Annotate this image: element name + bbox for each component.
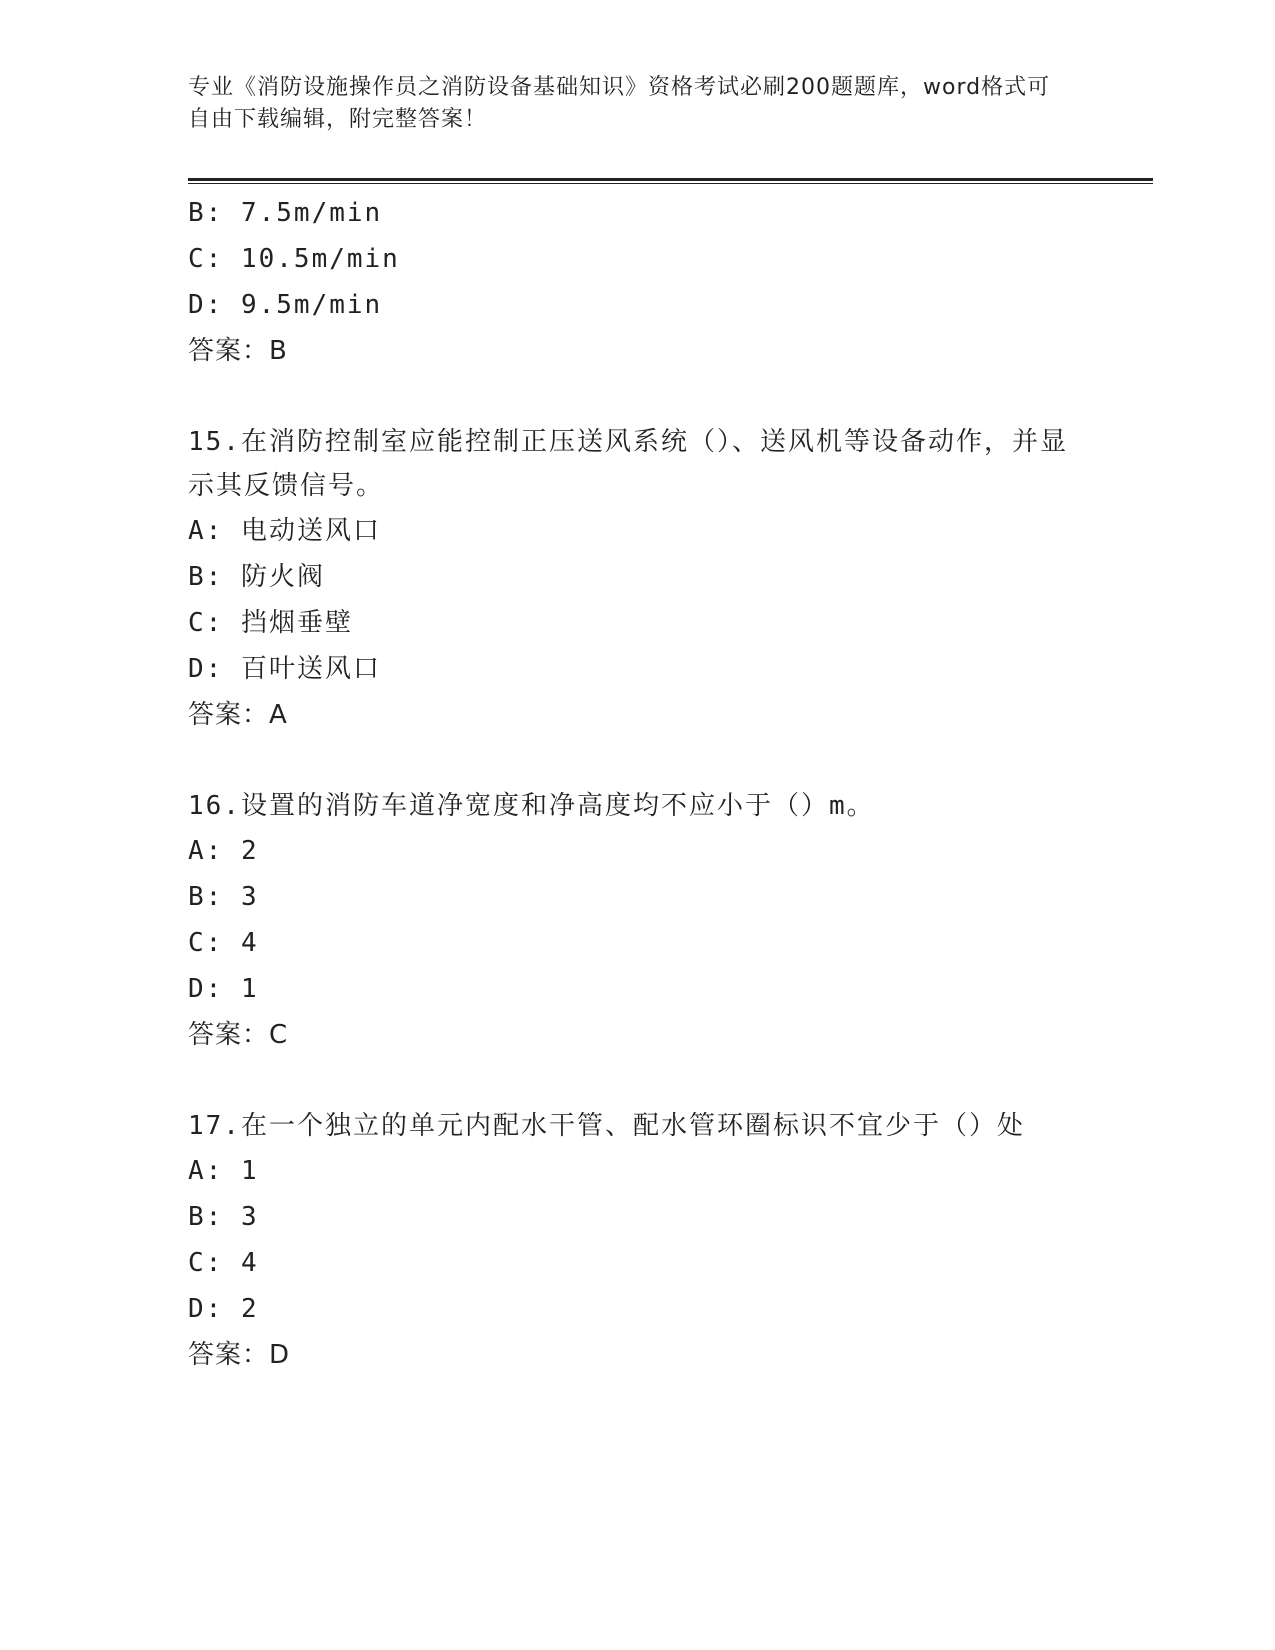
option-b: B: 7.5m/min — [188, 198, 383, 228]
answer-line: 答案：C — [188, 1020, 289, 1050]
question-list — [188, 190, 1088, 1378]
question-block-14-tail — [188, 190, 1088, 374]
question-text: 15.在消防控制室应能控制正压送风系统（）、送风机等设备动作，并显示其反馈信号。 — [188, 427, 1068, 501]
option-b: B: 防火阀 — [188, 562, 325, 592]
answer-line: 答案：B — [188, 336, 288, 366]
question-block-17 — [188, 1104, 1088, 1378]
answer-line: 答案：A — [188, 700, 288, 730]
option-a: A: 1 — [188, 1156, 259, 1186]
option-c: C: 挡烟垂壁 — [188, 608, 353, 638]
question-block-15 — [188, 420, 1088, 738]
header-divider-thin — [188, 183, 1153, 184]
option-a: A: 电动送风口 — [188, 516, 381, 546]
option-b: B: 3 — [188, 1202, 259, 1232]
option-b: B: 3 — [188, 882, 259, 912]
option-d: D: 9.5m/min — [188, 290, 383, 320]
option-a: A: 2 — [188, 836, 259, 866]
answer-line: 答案：D — [188, 1340, 291, 1370]
header-divider-thick — [188, 178, 1153, 181]
option-c: C: 4 — [188, 1248, 259, 1278]
option-d: D: 1 — [188, 974, 259, 1004]
question-text: 17.在一个独立的单元内配水干管、配水管环圈标识不宜少于（）处 — [188, 1111, 1025, 1141]
question-text: 16.设置的消防车道净宽度和净高度均不应小于（）m。 — [188, 791, 875, 821]
option-d: D: 百叶送风口 — [188, 654, 381, 684]
option-c: C: 10.5m/min — [188, 244, 400, 274]
option-c: C: 4 — [188, 928, 259, 958]
option-d: D: 2 — [188, 1294, 259, 1324]
question-block-16 — [188, 784, 1088, 1058]
document-header: 专业《消防设施操作员之消防设备基础知识》资格考试必刷200题题库，word格式可自由下载编辑，附完整答案！ — [188, 75, 1051, 132]
